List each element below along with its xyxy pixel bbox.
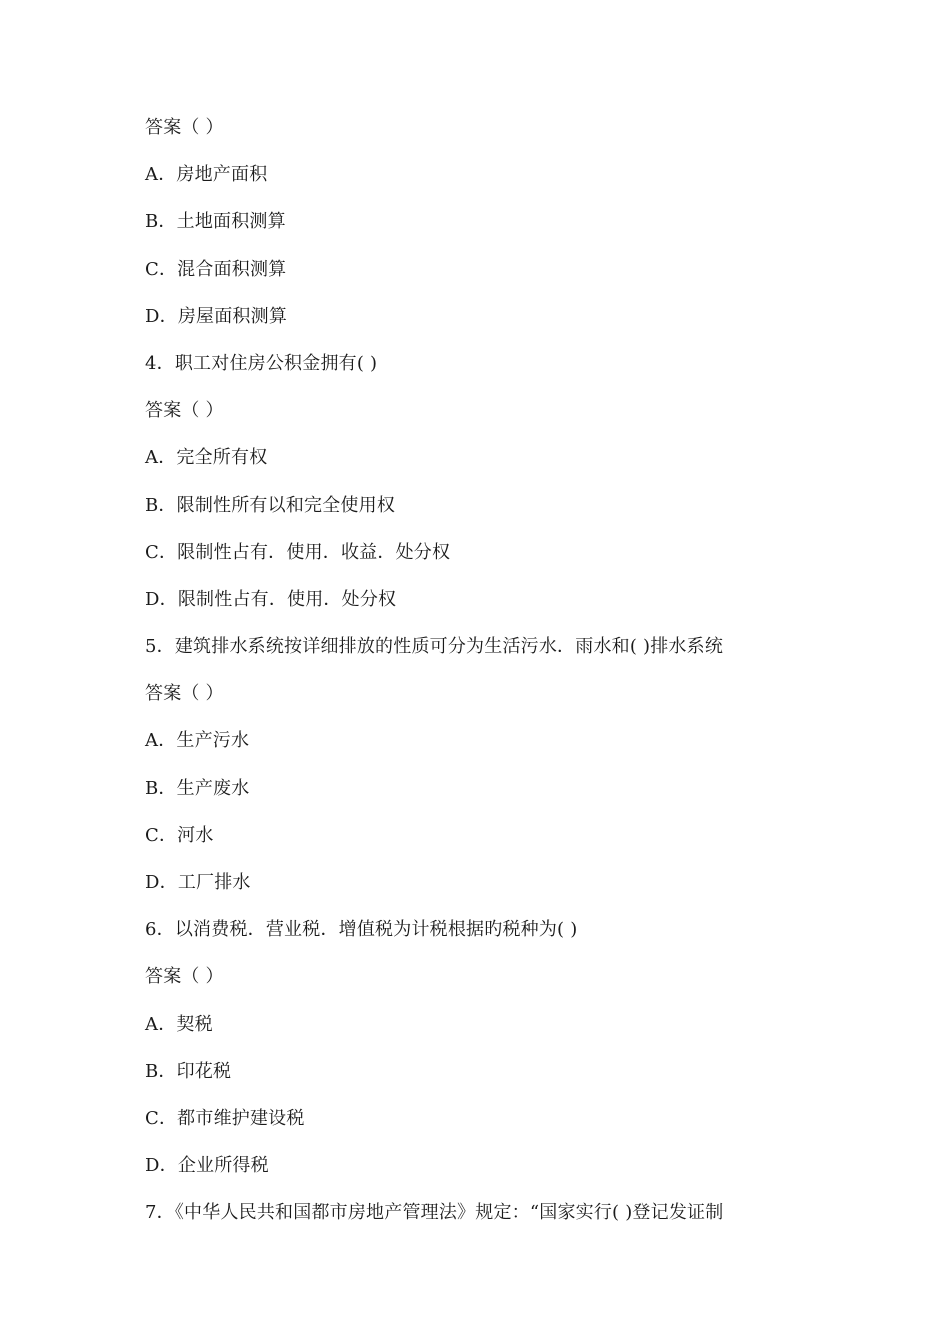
question-6: 6．以消费税．营业税．增值税为计税根据旳税种为( ) <box>145 919 578 941</box>
answer-blank-q6: 答案（ ） <box>145 966 224 988</box>
question-4: 4．职工对住房公积金拥有( ) <box>145 352 378 374</box>
option-a-q6: A．契税 <box>145 1013 213 1035</box>
option-b-q5: B．生产废水 <box>145 777 250 799</box>
option-d-q6: D．企业所得税 <box>145 1155 269 1177</box>
answer-blank-q4: 答案（ ） <box>145 400 224 422</box>
document-page <box>145 108 905 1241</box>
option-c-q6: C．都市维护建设税 <box>145 1107 305 1129</box>
answer-blank-q5: 答案（ ） <box>145 683 224 705</box>
option-d-q4: D．限制性占有．使用．处分权 <box>145 588 397 610</box>
option-b-q6: B．印花税 <box>145 1060 232 1082</box>
option-c-q5: C．河水 <box>145 824 214 846</box>
option-a-q3: A．房地产面积 <box>145 164 268 186</box>
option-c-q3: C．混合面积测算 <box>145 258 287 280</box>
option-d-q3: D．房屋面积测算 <box>145 305 288 327</box>
option-c-q4: C．限制性占有．使用．收益．处分权 <box>145 541 451 563</box>
option-a-q4: A．完全所有权 <box>145 447 268 469</box>
option-d-q5: D．工厂排水 <box>145 872 251 893</box>
answer-blank-q3: 答案（ ） <box>145 117 224 138</box>
question-7: 7．《中华人民共和国都市房地产管理法》规定：“国家实行( )登记发证制 <box>145 1202 724 1224</box>
option-b-q4: B．限制性所有以和完全使用权 <box>145 494 396 516</box>
option-b-q3: B．土地面积测算 <box>145 211 286 233</box>
option-a-q5: A．生产污水 <box>145 730 250 752</box>
question-5: 5．建筑排水系统按详细排放的性质可分为生活污水．雨水和( )排水系统 <box>145 636 724 658</box>
